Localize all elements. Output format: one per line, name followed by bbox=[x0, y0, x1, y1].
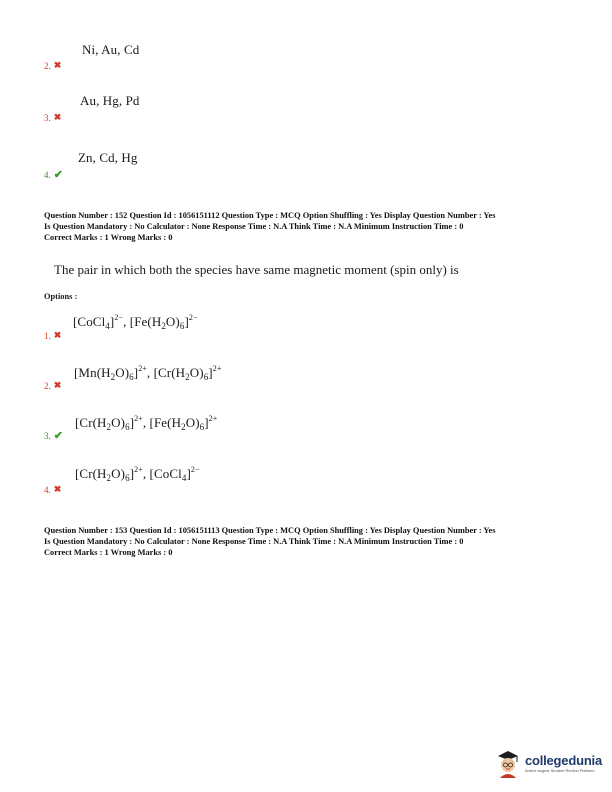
charge: 2+ bbox=[134, 465, 143, 474]
charge: 2− bbox=[188, 313, 198, 322]
option-number: 1. bbox=[44, 330, 51, 341]
q152-option-3-formula: $[Cr(H_2O)_6]^{2+}$, $[Fe(H_2O)_6]^{2+}$ bbox=[75, 414, 218, 432]
option-number: 3. bbox=[44, 430, 51, 441]
question-153-meta bbox=[44, 525, 496, 558]
charge: 2+ bbox=[134, 414, 143, 423]
q152-option-4-formula: $[Cr(H_2O)_6]^{2+}$, [CoCl$_4$]$^{2-}$ bbox=[75, 465, 200, 483]
meta-line: Is Question Mandatory : No Calculator : None Response Time : N.A Think Time : N.A Minimum Instruction Time : 0 bbox=[44, 537, 464, 546]
charge: 2− bbox=[190, 465, 200, 474]
q152-option-4-number bbox=[44, 484, 61, 495]
option-number: 2. bbox=[44, 380, 51, 391]
charge: 2− bbox=[114, 313, 124, 322]
q152-option-1-number bbox=[44, 330, 61, 341]
charge: 2+ bbox=[138, 364, 147, 373]
prev-option-2-text: Au, Hg, Pd bbox=[80, 93, 140, 108]
brand-name: collegedunia bbox=[524, 752, 602, 768]
collegedunia-logo bbox=[495, 748, 602, 778]
option-number: 2. bbox=[44, 60, 51, 71]
question-152-meta bbox=[44, 210, 496, 243]
option-number: 4. bbox=[44, 484, 51, 495]
prev-option-4-number bbox=[44, 168, 63, 181]
meta-line: Correct Marks : 1 Wrong Marks : 0 bbox=[44, 548, 173, 557]
q152-option-3-number bbox=[44, 429, 63, 442]
collegedunia-mascot-icon bbox=[495, 748, 521, 778]
meta-line: Correct Marks : 1 Wrong Marks : 0 bbox=[44, 233, 173, 242]
wrong-mark-icon: ✖ bbox=[53, 380, 62, 390]
option-number: 4. bbox=[44, 169, 51, 180]
charge: 2+ bbox=[212, 364, 222, 373]
option-number: 3. bbox=[44, 112, 51, 123]
wrong-mark-icon: ✖ bbox=[53, 484, 62, 494]
q152-option-1-formula: [CoCl$_4$]$^{2-}$, $[Fe(H_2O)_6]^{2-}$ bbox=[73, 313, 198, 331]
meta-line: Is Question Mandatory : No Calculator : None Response Time : N.A Think Time : N.A Minimum Instruction Time : 0 bbox=[44, 222, 464, 231]
wrong-mark-icon: ✖ bbox=[53, 60, 62, 70]
q152-option-2-formula: $[Mn(H_2O)_6]^{2+}$, $[Cr(H_2O)_6]^{2+}$ bbox=[74, 364, 222, 382]
prev-option-3-number bbox=[44, 112, 61, 123]
charge: 2+ bbox=[208, 414, 218, 423]
prev-option-3-text: Zn, Cd, Hg bbox=[78, 150, 138, 165]
prev-option-1-text: Ni, Au, Cd bbox=[82, 42, 140, 57]
meta-line: Question Number : 153 Question Id : 1056151113 Question Type : MCQ Option Shuffling : Yes Display Question Number : Yes bbox=[44, 526, 496, 535]
options-label: Options : bbox=[44, 292, 78, 301]
q152-option-2-number bbox=[44, 380, 61, 391]
wrong-mark-icon: ✖ bbox=[53, 112, 62, 122]
prev-option-2-number bbox=[44, 60, 61, 71]
check-mark-icon: ✔ bbox=[53, 430, 63, 442]
brand-tagline: India's largest Student Review Platform bbox=[524, 767, 595, 773]
meta-line: Question Number : 152 Question Id : 1056151112 Question Type : MCQ Option Shuffling : Yes Display Question Number : Yes bbox=[44, 211, 496, 220]
check-mark-icon: ✔ bbox=[53, 169, 63, 181]
question-152-text: The pair in which both the species have same magnetic moment (spin only) is bbox=[54, 262, 459, 277]
wrong-mark-icon: ✖ bbox=[53, 330, 62, 340]
